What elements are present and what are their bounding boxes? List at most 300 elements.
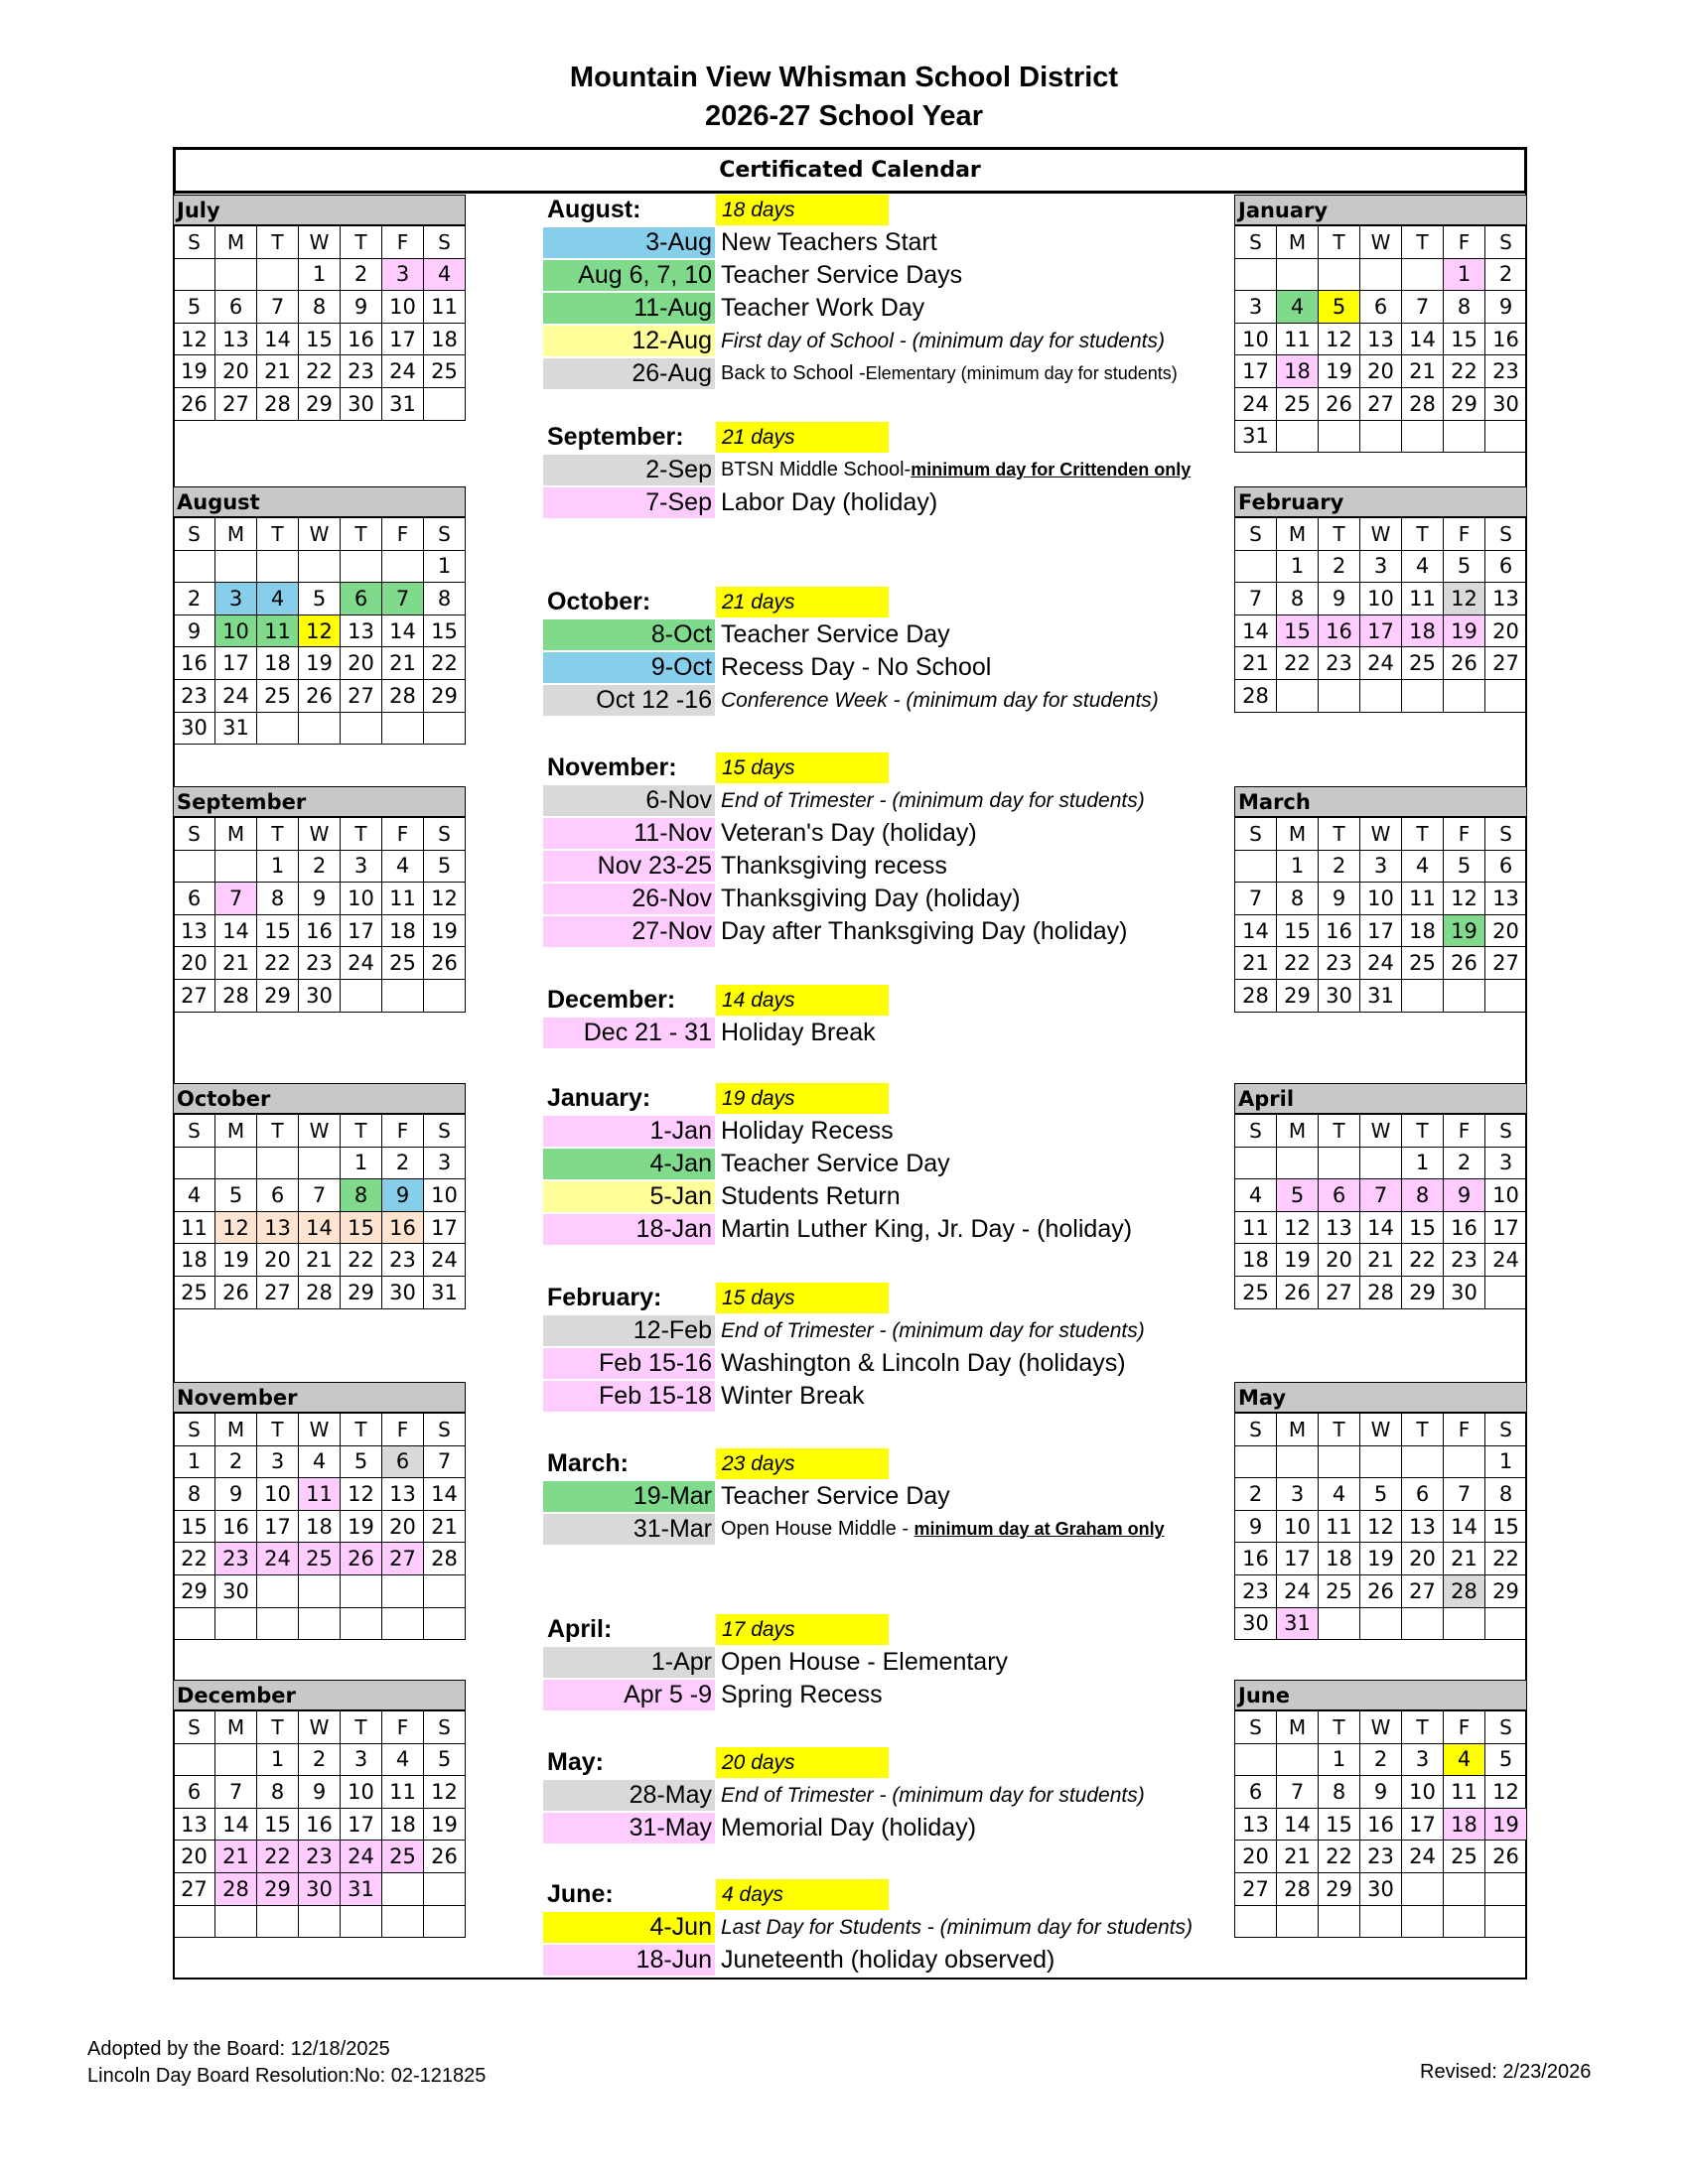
calendar-day: 11	[1402, 883, 1444, 915]
calendar-day: 7	[299, 1179, 341, 1212]
calendar-day: 1	[257, 850, 299, 883]
calendar-day: 15	[424, 614, 466, 647]
calendar-day: 18	[1444, 1808, 1485, 1841]
calendar-day	[174, 1607, 215, 1640]
calendar-day: 4	[1402, 550, 1444, 583]
calendar-day	[257, 550, 299, 583]
calendar-day	[1360, 679, 1402, 712]
event-row	[543, 1912, 1258, 1945]
calendar-day: 30	[215, 1574, 257, 1607]
calendar-day: 1	[341, 1147, 382, 1179]
calendar-day: 6	[1402, 1478, 1444, 1511]
calendar-day: 17	[341, 1808, 382, 1841]
calendar-day: 8	[257, 883, 299, 915]
calendar-day: 12	[1277, 1211, 1319, 1244]
calendar-day: 18	[1235, 1244, 1277, 1277]
calendar-month-label: February	[1234, 486, 1527, 517]
calendar-day	[1277, 258, 1319, 291]
calendar-day: 9	[1485, 291, 1527, 324]
calendar-august	[173, 486, 466, 745]
calendar-day	[1402, 420, 1444, 453]
calendar-day: 4	[1277, 291, 1319, 324]
calendar-day: 2	[1319, 550, 1360, 583]
calendar-day: 23	[1319, 647, 1360, 680]
event-date: 26-Aug	[543, 358, 715, 389]
calendar-day	[341, 1607, 382, 1640]
calendar-month-label: March	[1234, 786, 1527, 817]
month-name: November:	[547, 753, 677, 781]
calendar-day: 16	[341, 323, 382, 355]
month-heading	[547, 1283, 944, 1315]
calendar-day	[1444, 979, 1485, 1012]
event-row	[543, 916, 1258, 949]
calendar-day: 8	[174, 1478, 215, 1511]
event-text: Teacher Service Day	[721, 1482, 950, 1510]
calendar-day: 17	[1402, 1808, 1444, 1841]
calendar-day	[1319, 1147, 1360, 1179]
event-date: 26-Nov	[543, 884, 715, 914]
weekday-label: T	[1319, 1414, 1360, 1446]
calendar-day: 5	[424, 850, 466, 883]
calendar-day: 25	[382, 1841, 424, 1873]
weekday-label: W	[299, 818, 341, 851]
weekday-label: T	[341, 1115, 382, 1148]
calendar-day	[1277, 1445, 1319, 1478]
calendar-day: 10	[215, 614, 257, 647]
school-year-title: 2026-27 School Year	[705, 100, 983, 132]
calendar-day: 19	[1319, 355, 1360, 388]
calendar-day: 28	[1360, 1276, 1402, 1308]
weekday-label: T	[341, 1711, 382, 1744]
calendar-day: 8	[1444, 291, 1485, 324]
calendar-day: 23	[1485, 355, 1527, 388]
calendar-day: 6	[1485, 850, 1527, 883]
calendar-day: 24	[1277, 1574, 1319, 1607]
calendar-day: 27	[174, 979, 215, 1012]
calendar-day	[174, 1905, 215, 1938]
calendar-day	[257, 1574, 299, 1607]
calendar-day: 9	[341, 291, 382, 324]
weekday-label: W	[299, 1115, 341, 1148]
calendar-day: 9	[215, 1478, 257, 1511]
calendar-day: 18	[257, 647, 299, 680]
calendar-day: 22	[424, 647, 466, 680]
event-description	[721, 1945, 1055, 1976]
event-date: 1-Jan	[543, 1116, 715, 1147]
calendar-day: 26	[299, 679, 341, 712]
calendar-month-label: October	[173, 1083, 466, 1114]
calendar-day: 21	[1277, 1841, 1319, 1873]
calendar-day: 10	[424, 1179, 466, 1212]
weekday-label: T	[1319, 1115, 1360, 1148]
weekday-label: W	[299, 1711, 341, 1744]
weekday-label: T	[257, 1115, 299, 1148]
calendar-february	[1234, 486, 1527, 713]
weekday-label: M	[215, 1115, 257, 1148]
calendar-day	[1444, 1445, 1485, 1478]
calendar-day	[1444, 420, 1485, 453]
event-description	[721, 785, 1145, 816]
calendar-day: 22	[1444, 355, 1485, 388]
calendar-day: 28	[1235, 979, 1277, 1012]
calendar-day: 16	[299, 1808, 341, 1841]
calendar-day	[1444, 1872, 1485, 1905]
calendar-day	[299, 1905, 341, 1938]
calendar-day	[1360, 258, 1402, 291]
calendar-day: 31	[1360, 979, 1402, 1012]
calendar-day	[1277, 1147, 1319, 1179]
event-text: Thanksgiving Day (holiday)	[721, 885, 1021, 912]
calendar-day: 24	[1360, 647, 1402, 680]
calendar-day: 23	[1444, 1244, 1485, 1277]
weekday-label: S	[424, 226, 466, 259]
calendar-day: 7	[424, 1445, 466, 1478]
calendar-day	[341, 979, 382, 1012]
event-date: Dec 21 - 31	[543, 1018, 715, 1048]
day-count-badge: 21 days	[716, 587, 889, 617]
event-date: 4-Jun	[543, 1912, 715, 1943]
calendar-day: 8	[1319, 1776, 1360, 1809]
calendar-day: 16	[382, 1211, 424, 1244]
calendar-day	[1360, 420, 1402, 453]
event-description	[721, 1381, 864, 1412]
weekday-label: T	[341, 518, 382, 551]
event-row	[543, 1214, 1258, 1247]
calendar-day: 24	[1485, 1244, 1527, 1277]
calendar-day: 15	[341, 1211, 382, 1244]
calendar-day: 6	[174, 1776, 215, 1809]
event-description	[721, 293, 924, 324]
calendar-day: 22	[1277, 647, 1319, 680]
calendar-day	[424, 979, 466, 1012]
calendar-day	[215, 258, 257, 291]
calendar-day: 22	[341, 1244, 382, 1277]
calendar-day	[424, 1872, 466, 1905]
calendar-day: 16	[1444, 1211, 1485, 1244]
event-row	[543, 652, 1258, 685]
calendar-day: 13	[1319, 1211, 1360, 1244]
calendar-day: 7	[1402, 291, 1444, 324]
calendar-day	[1444, 1607, 1485, 1640]
calendar-day: 5	[215, 1179, 257, 1212]
weekday-label: M	[1277, 1711, 1319, 1744]
weekday-label: S	[174, 1115, 215, 1148]
calendar-day: 5	[1485, 1743, 1527, 1776]
calendar-day: 24	[341, 1841, 382, 1873]
calendar-day: 6	[215, 291, 257, 324]
calendar-day: 14	[1402, 323, 1444, 355]
calendar-day: 14	[215, 914, 257, 947]
calendar-day: 6	[1485, 550, 1527, 583]
event-text: Open House - Elementary	[721, 1648, 1009, 1676]
event-date: 1-Apr	[543, 1647, 715, 1678]
calendar-day: 29	[1319, 1872, 1360, 1905]
event-date: 31-Mar	[543, 1514, 715, 1545]
event-row	[543, 1780, 1258, 1813]
month-name: April:	[547, 1615, 613, 1643]
calendar-day: 21	[1235, 947, 1277, 980]
event-description	[721, 1813, 976, 1843]
calendar-day	[257, 1607, 299, 1640]
event-description	[721, 1116, 894, 1147]
event-text: Teacher Service Day	[721, 1150, 950, 1177]
event-text: BTSN Middle School-	[721, 459, 912, 480]
calendar-day: 4	[424, 258, 466, 291]
event-date: Apr 5 -9	[543, 1680, 715, 1710]
weekday-label: W	[1360, 1711, 1402, 1744]
month-name: June:	[547, 1880, 614, 1908]
calendar-january	[1234, 195, 1527, 453]
calendar-day: 28	[1402, 387, 1444, 420]
calendar-day: 21	[215, 947, 257, 980]
calendar-day: 27	[1402, 1574, 1444, 1607]
calendar-day: 17	[1277, 1543, 1319, 1575]
weekday-label: M	[215, 226, 257, 259]
calendar-day	[1277, 679, 1319, 712]
calendar-day: 25	[1444, 1841, 1485, 1873]
calendar-day: 29	[341, 1276, 382, 1308]
month-heading	[547, 1448, 944, 1481]
event-date: Feb 15-16	[543, 1348, 715, 1379]
calendar-day: 8	[1277, 583, 1319, 615]
calendar-day: 22	[257, 947, 299, 980]
calendar-day: 20	[1402, 1543, 1444, 1575]
calendar-day: 16	[1235, 1543, 1277, 1575]
weekday-label: S	[424, 1711, 466, 1744]
calendar-day: 25	[424, 355, 466, 388]
calendar-day: 24	[382, 355, 424, 388]
day-count-badge: 23 days	[716, 1448, 889, 1479]
weekday-label: T	[341, 818, 382, 851]
event-date: 19-Mar	[543, 1481, 715, 1512]
event-text: New Teachers Start	[721, 228, 937, 256]
calendar-day: 24	[341, 947, 382, 980]
calendar-day: 1	[1277, 550, 1319, 583]
event-description	[721, 652, 991, 683]
calendar-day: 2	[1485, 258, 1527, 291]
calendar-day	[382, 1574, 424, 1607]
calendar-day: 23	[1360, 1841, 1402, 1873]
calendar-day: 13	[174, 914, 215, 947]
weekday-label: T	[257, 818, 299, 851]
calendar-day: 29	[299, 387, 341, 420]
calendar-day: 4	[257, 583, 299, 615]
calendar-day	[257, 258, 299, 291]
weekday-label: S	[1485, 226, 1527, 259]
calendar-day: 13	[215, 323, 257, 355]
calendar-day: 17	[1235, 355, 1277, 388]
event-date: 28-May	[543, 1780, 715, 1811]
event-text: Holiday Recess	[721, 1117, 894, 1145]
calendar-day: 12	[1319, 323, 1360, 355]
weekday-label: W	[299, 518, 341, 551]
calendar-day: 3	[1485, 1147, 1527, 1179]
calendar-day: 17	[1360, 614, 1402, 647]
calendar-day: 31	[215, 712, 257, 745]
event-row	[543, 326, 1258, 358]
calendar-day: 17	[215, 647, 257, 680]
calendar-day: 16	[215, 1510, 257, 1543]
calendar-day: 20	[341, 647, 382, 680]
calendar-day: 25	[1235, 1276, 1277, 1308]
event-date: 11-Aug	[543, 293, 715, 324]
calendar-day: 15	[1277, 914, 1319, 947]
calendar-day	[1277, 1905, 1319, 1938]
event-row	[543, 227, 1258, 260]
calendar-day: 18	[382, 914, 424, 947]
calendar-day: 27	[1485, 647, 1527, 680]
calendar-day: 8	[257, 1776, 299, 1809]
calendar-november	[173, 1382, 466, 1640]
calendar-day	[1360, 1905, 1402, 1938]
calendar-day: 10	[1485, 1179, 1527, 1212]
event-row	[543, 1647, 1258, 1680]
day-count-badge: 4 days	[716, 1879, 889, 1910]
weekday-label: S	[174, 518, 215, 551]
calendar-day: 28	[215, 979, 257, 1012]
weekday-label: S	[174, 226, 215, 259]
calendar-day: 23	[299, 947, 341, 980]
calendar-july	[173, 195, 466, 421]
event-row	[543, 1181, 1258, 1214]
event-text: Students Return	[721, 1182, 901, 1210]
calendar-day: 18	[1277, 355, 1319, 388]
calendar-day: 17	[341, 914, 382, 947]
calendar-day: 21	[257, 355, 299, 388]
adopted-text: Adopted by the Board: 12/18/2025	[87, 2038, 390, 2060]
event-description	[721, 260, 962, 291]
calendar-day: 11	[1235, 1211, 1277, 1244]
calendar-day: 9	[1360, 1776, 1402, 1809]
calendar-day	[1402, 679, 1444, 712]
calendar-day: 26	[174, 387, 215, 420]
event-row	[543, 1514, 1258, 1547]
month-name: October:	[547, 588, 651, 615]
calendar-day: 26	[1444, 647, 1485, 680]
calendar-day: 19	[1277, 1244, 1319, 1277]
calendar-day: 14	[1360, 1211, 1402, 1244]
calendar-day: 27	[341, 679, 382, 712]
event-date: Aug 6, 7, 10	[543, 260, 715, 291]
calendar-day: 31	[382, 387, 424, 420]
calendar-day: 10	[341, 1776, 382, 1809]
event-description	[721, 1514, 1165, 1545]
calendar-april	[1234, 1083, 1527, 1309]
calendar-day: 21	[382, 647, 424, 680]
calendar-day: 14	[257, 323, 299, 355]
month-heading	[547, 1614, 944, 1647]
calendar-day	[1402, 258, 1444, 291]
calendar-day: 8	[341, 1179, 382, 1212]
event-description	[721, 1680, 883, 1710]
district-title: Mountain View Whisman School District	[569, 62, 1119, 93]
day-count-badge: 19 days	[716, 1083, 889, 1114]
weekday-label: S	[424, 518, 466, 551]
calendar-day: 11	[424, 291, 466, 324]
event-description	[721, 818, 977, 849]
calendar-day: 2	[1235, 1478, 1277, 1511]
calendar-day	[215, 850, 257, 883]
event-description	[721, 1149, 950, 1179]
calendar-day: 21	[1402, 355, 1444, 388]
calendar-day: 14	[1444, 1510, 1485, 1543]
calendar-month-label: September	[173, 786, 466, 817]
calendar-day: 24	[1402, 1841, 1444, 1873]
event-description	[721, 619, 950, 650]
calendar-day: 10	[1360, 883, 1402, 915]
event-date: 9-Oct	[543, 652, 715, 683]
calendar-day: 4	[1235, 1179, 1277, 1212]
calendar-day: 11	[382, 883, 424, 915]
calendar-day	[257, 1905, 299, 1938]
calendar-day: 5	[1444, 850, 1485, 883]
event-description	[721, 884, 1021, 914]
weekday-label: S	[1235, 818, 1277, 851]
calendar-day	[215, 1607, 257, 1640]
event-date: Nov 23-25	[543, 851, 715, 882]
calendar-day	[424, 1574, 466, 1607]
calendar-day: 14	[1277, 1808, 1319, 1841]
calendar-day: 13	[382, 1478, 424, 1511]
calendar-day: 17	[1485, 1211, 1527, 1244]
calendar-day: 9	[1319, 883, 1360, 915]
calendar-day	[1235, 550, 1277, 583]
calendar-month-label: April	[1234, 1083, 1527, 1114]
calendar-day: 5	[1277, 1179, 1319, 1212]
calendar-day: 15	[257, 1808, 299, 1841]
event-text: Day after Thanksgiving Day (holiday)	[721, 917, 1128, 945]
calendar-day	[341, 550, 382, 583]
calendar-day: 9	[299, 1776, 341, 1809]
calendar-day: 6	[382, 1445, 424, 1478]
calendar-day	[1402, 1905, 1444, 1938]
event-date: 8-Oct	[543, 619, 715, 650]
calendar-day	[1319, 420, 1360, 453]
calendar-day	[1277, 420, 1319, 453]
calendar-day	[341, 1905, 382, 1938]
calendar-day: 16	[1360, 1808, 1402, 1841]
event-row	[543, 1116, 1258, 1149]
calendar-day: 3	[1402, 1743, 1444, 1776]
event-text-emphasis: minimum day for Crittenden only	[911, 460, 1192, 479]
resolution-text: Lincoln Day Board Resolution:No: 02-121825	[87, 2065, 487, 2087]
calendar-day: 10	[257, 1478, 299, 1511]
event-row	[543, 260, 1258, 293]
event-text-detail: Elementary (minimum day for students)	[865, 363, 1178, 383]
calendar-day: 23	[299, 1841, 341, 1873]
month-heading	[547, 985, 944, 1018]
weekday-label: W	[299, 226, 341, 259]
calendar-day: 29	[424, 679, 466, 712]
calendar-day: 4	[382, 1743, 424, 1776]
calendar-day: 20	[257, 1244, 299, 1277]
calendar-day: 29	[1444, 387, 1485, 420]
calendar-day: 20	[382, 1510, 424, 1543]
weekday-label: S	[1235, 226, 1277, 259]
month-heading	[547, 1083, 944, 1116]
calendar-day: 1	[1402, 1147, 1444, 1179]
calendar-day: 19	[1485, 1808, 1527, 1841]
calendar-day: 1	[1485, 1445, 1527, 1478]
weekday-label: T	[1402, 1414, 1444, 1446]
weekday-label: T	[1319, 818, 1360, 851]
calendar-day: 1	[299, 258, 341, 291]
calendar-day: 2	[299, 850, 341, 883]
calendar-day: 5	[1444, 550, 1485, 583]
calendar-day	[382, 1872, 424, 1905]
calendar-day	[341, 1574, 382, 1607]
calendar-day: 18	[424, 323, 466, 355]
